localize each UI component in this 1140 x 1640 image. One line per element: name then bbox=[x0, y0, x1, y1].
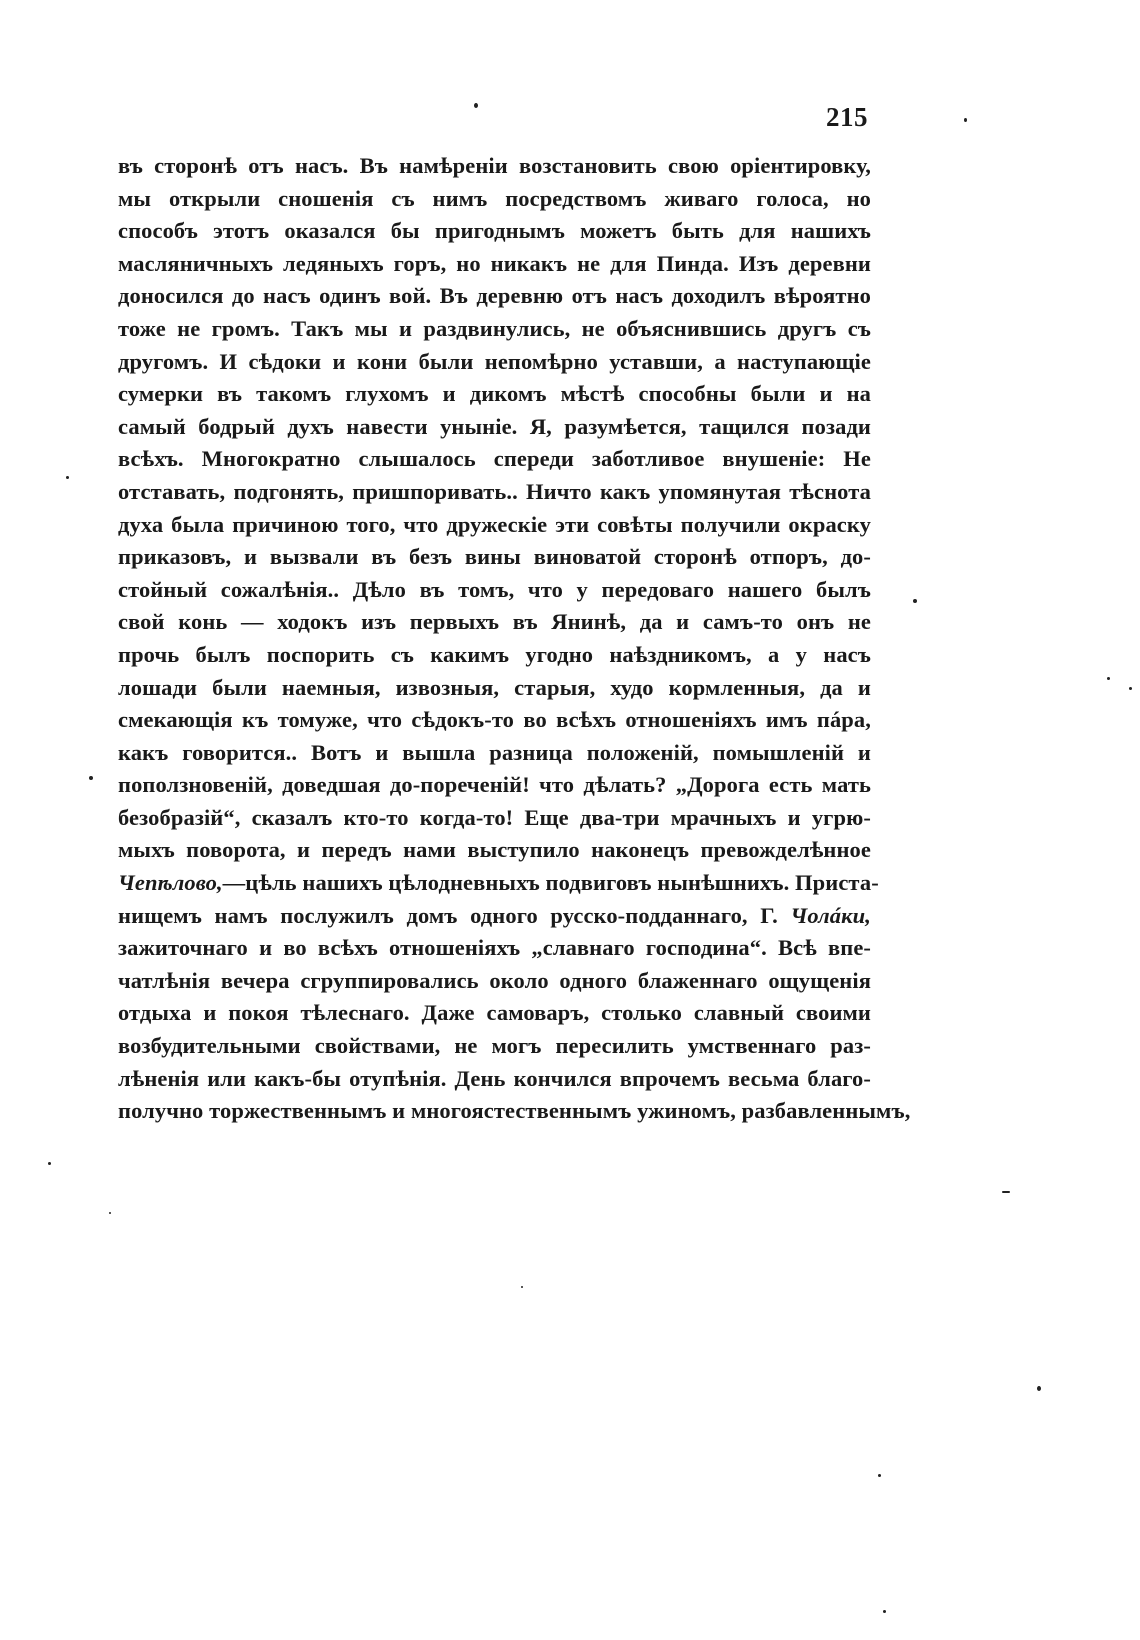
text-line: чатлѣнія вечера сгруппировались около одного блаженнаго ощущенія bbox=[118, 967, 871, 993]
body-text bbox=[118, 150, 911, 1128]
text-line: лѣненія или какъ-бы отупѣнія. День кончился впрочемъ весьма благо- bbox=[118, 1065, 871, 1091]
scan-speck bbox=[878, 1474, 881, 1477]
text-line: мы открыли сношенія съ нимъ посредствомъ живаго голоса, но bbox=[118, 185, 871, 211]
text-line: тоже не громъ. Такъ мы и раздвинулись, не объяснившись другъ съ bbox=[118, 315, 871, 341]
text-line: приказовъ, и вызвали въ безъ вины виноватой сторонѣ отпоръ, до- bbox=[118, 544, 871, 570]
scan-speck bbox=[913, 599, 917, 603]
text-line bbox=[118, 900, 871, 933]
text-line: отставать, подгонять, пришпоривать.. Ничто какъ упомянутая тѣснота bbox=[118, 478, 871, 504]
text-line: мыхъ поворота, и передъ нами выступило наконецъ превожделѣнное bbox=[118, 837, 871, 863]
text-line: въ сторонѣ отъ насъ. Въ намѣреніи возстановить свою оріентировку, bbox=[118, 153, 871, 178]
scan-speck bbox=[883, 1610, 886, 1613]
person-name-cholaki: Чолáки, bbox=[790, 902, 871, 928]
text-line: стойный сожалѣнія.. Дѣло въ томъ, что у передоваго нашего былъ bbox=[118, 576, 871, 602]
text-line: отдыха и покоя тѣлеснаго. Даже самоваръ, столько славный своими bbox=[118, 1000, 871, 1026]
text-line: свой конь — ходокъ изъ первыхъ въ Янинѣ, да и самъ-то онъ не bbox=[118, 609, 871, 635]
text-line: какъ говорится.. Вотъ и вышла разница положеній, помышленій и bbox=[118, 739, 871, 765]
scan-speck bbox=[48, 1162, 51, 1165]
place-name-chepelovo: Чепѣлово, bbox=[118, 870, 223, 896]
text-line: сумерки въ такомъ глухомъ и дикомъ мѣстѣ способны были и на bbox=[118, 381, 871, 407]
scan-speck bbox=[1037, 1386, 1041, 1391]
scan-speck bbox=[1129, 687, 1132, 690]
scan-speck bbox=[474, 103, 478, 108]
scan-speck bbox=[1107, 677, 1110, 680]
text-line: масляничныхъ ледяныхъ горъ, но никакъ не для Пинда. Изъ деревни bbox=[118, 250, 871, 276]
scan-speck bbox=[89, 776, 93, 780]
scan-speck bbox=[1002, 1191, 1010, 1193]
page-number: 215 bbox=[826, 102, 868, 132]
text-line bbox=[118, 867, 879, 900]
text-line: возбудительными свойствами, не могъ пересилить умственнаго раз- bbox=[118, 1033, 871, 1059]
text-line: другомъ. И сѣдоки и кони были непомѣрно уставши, а наступающіе bbox=[118, 348, 871, 374]
text-line: зажиточнаго и во всѣхъ отношеніяхъ „славнаго господина“. Всѣ впе- bbox=[118, 935, 871, 961]
text-line: всѣхъ. Многократно слышалось спереди заботливое внушеніе: Не bbox=[118, 446, 871, 472]
text-line: поползновеній, доведшая до-пореченій! что дѣлать? „Дорога есть мать bbox=[118, 772, 871, 798]
text-line: получно торжественнымъ и многоястественнымъ ужиномъ, разбавленнымъ, bbox=[118, 1098, 911, 1124]
scan-speck bbox=[964, 118, 967, 122]
scan-speck bbox=[521, 1286, 523, 1288]
scan-speck bbox=[66, 476, 69, 479]
scan-speck bbox=[109, 1212, 111, 1214]
text-line: способъ этотъ оказался бы пригоднымъ можетъ быть для нашихъ bbox=[118, 218, 871, 244]
text-line-segment: —цѣль нашихъ цѣлодневныхъ подвиговъ нынѣшнихъ. Приста- bbox=[222, 870, 879, 896]
text-line-segment: нищемъ намъ послужилъ домъ одного русско-подданнаго, Г. bbox=[118, 902, 791, 928]
text-line: доносился до насъ одинъ вой. Въ деревню отъ насъ доходилъ вѣроятно bbox=[118, 283, 871, 309]
text-line: безобразій“, сказалъ кто-то когда-то! Еще два-три мрачныхъ и угрю- bbox=[118, 804, 871, 830]
text-line: самый бодрый духъ навести уныніе. Я, разумѣется, тащился позади bbox=[118, 413, 871, 439]
text-line: духа была причиною того, что дружескіе эти совѣты получили окраску bbox=[118, 511, 871, 537]
text-line: смекающія къ томуже, что сѣдокъ-то во всѣхъ отношеніяхъ имъ пáра, bbox=[118, 707, 871, 733]
text-line: прочь былъ поспорить съ какимъ угодно наѣздникомъ, а у насъ bbox=[118, 641, 871, 667]
text-line: лошади были наемныя, извозныя, старыя, худо кормленныя, да и bbox=[118, 674, 871, 700]
